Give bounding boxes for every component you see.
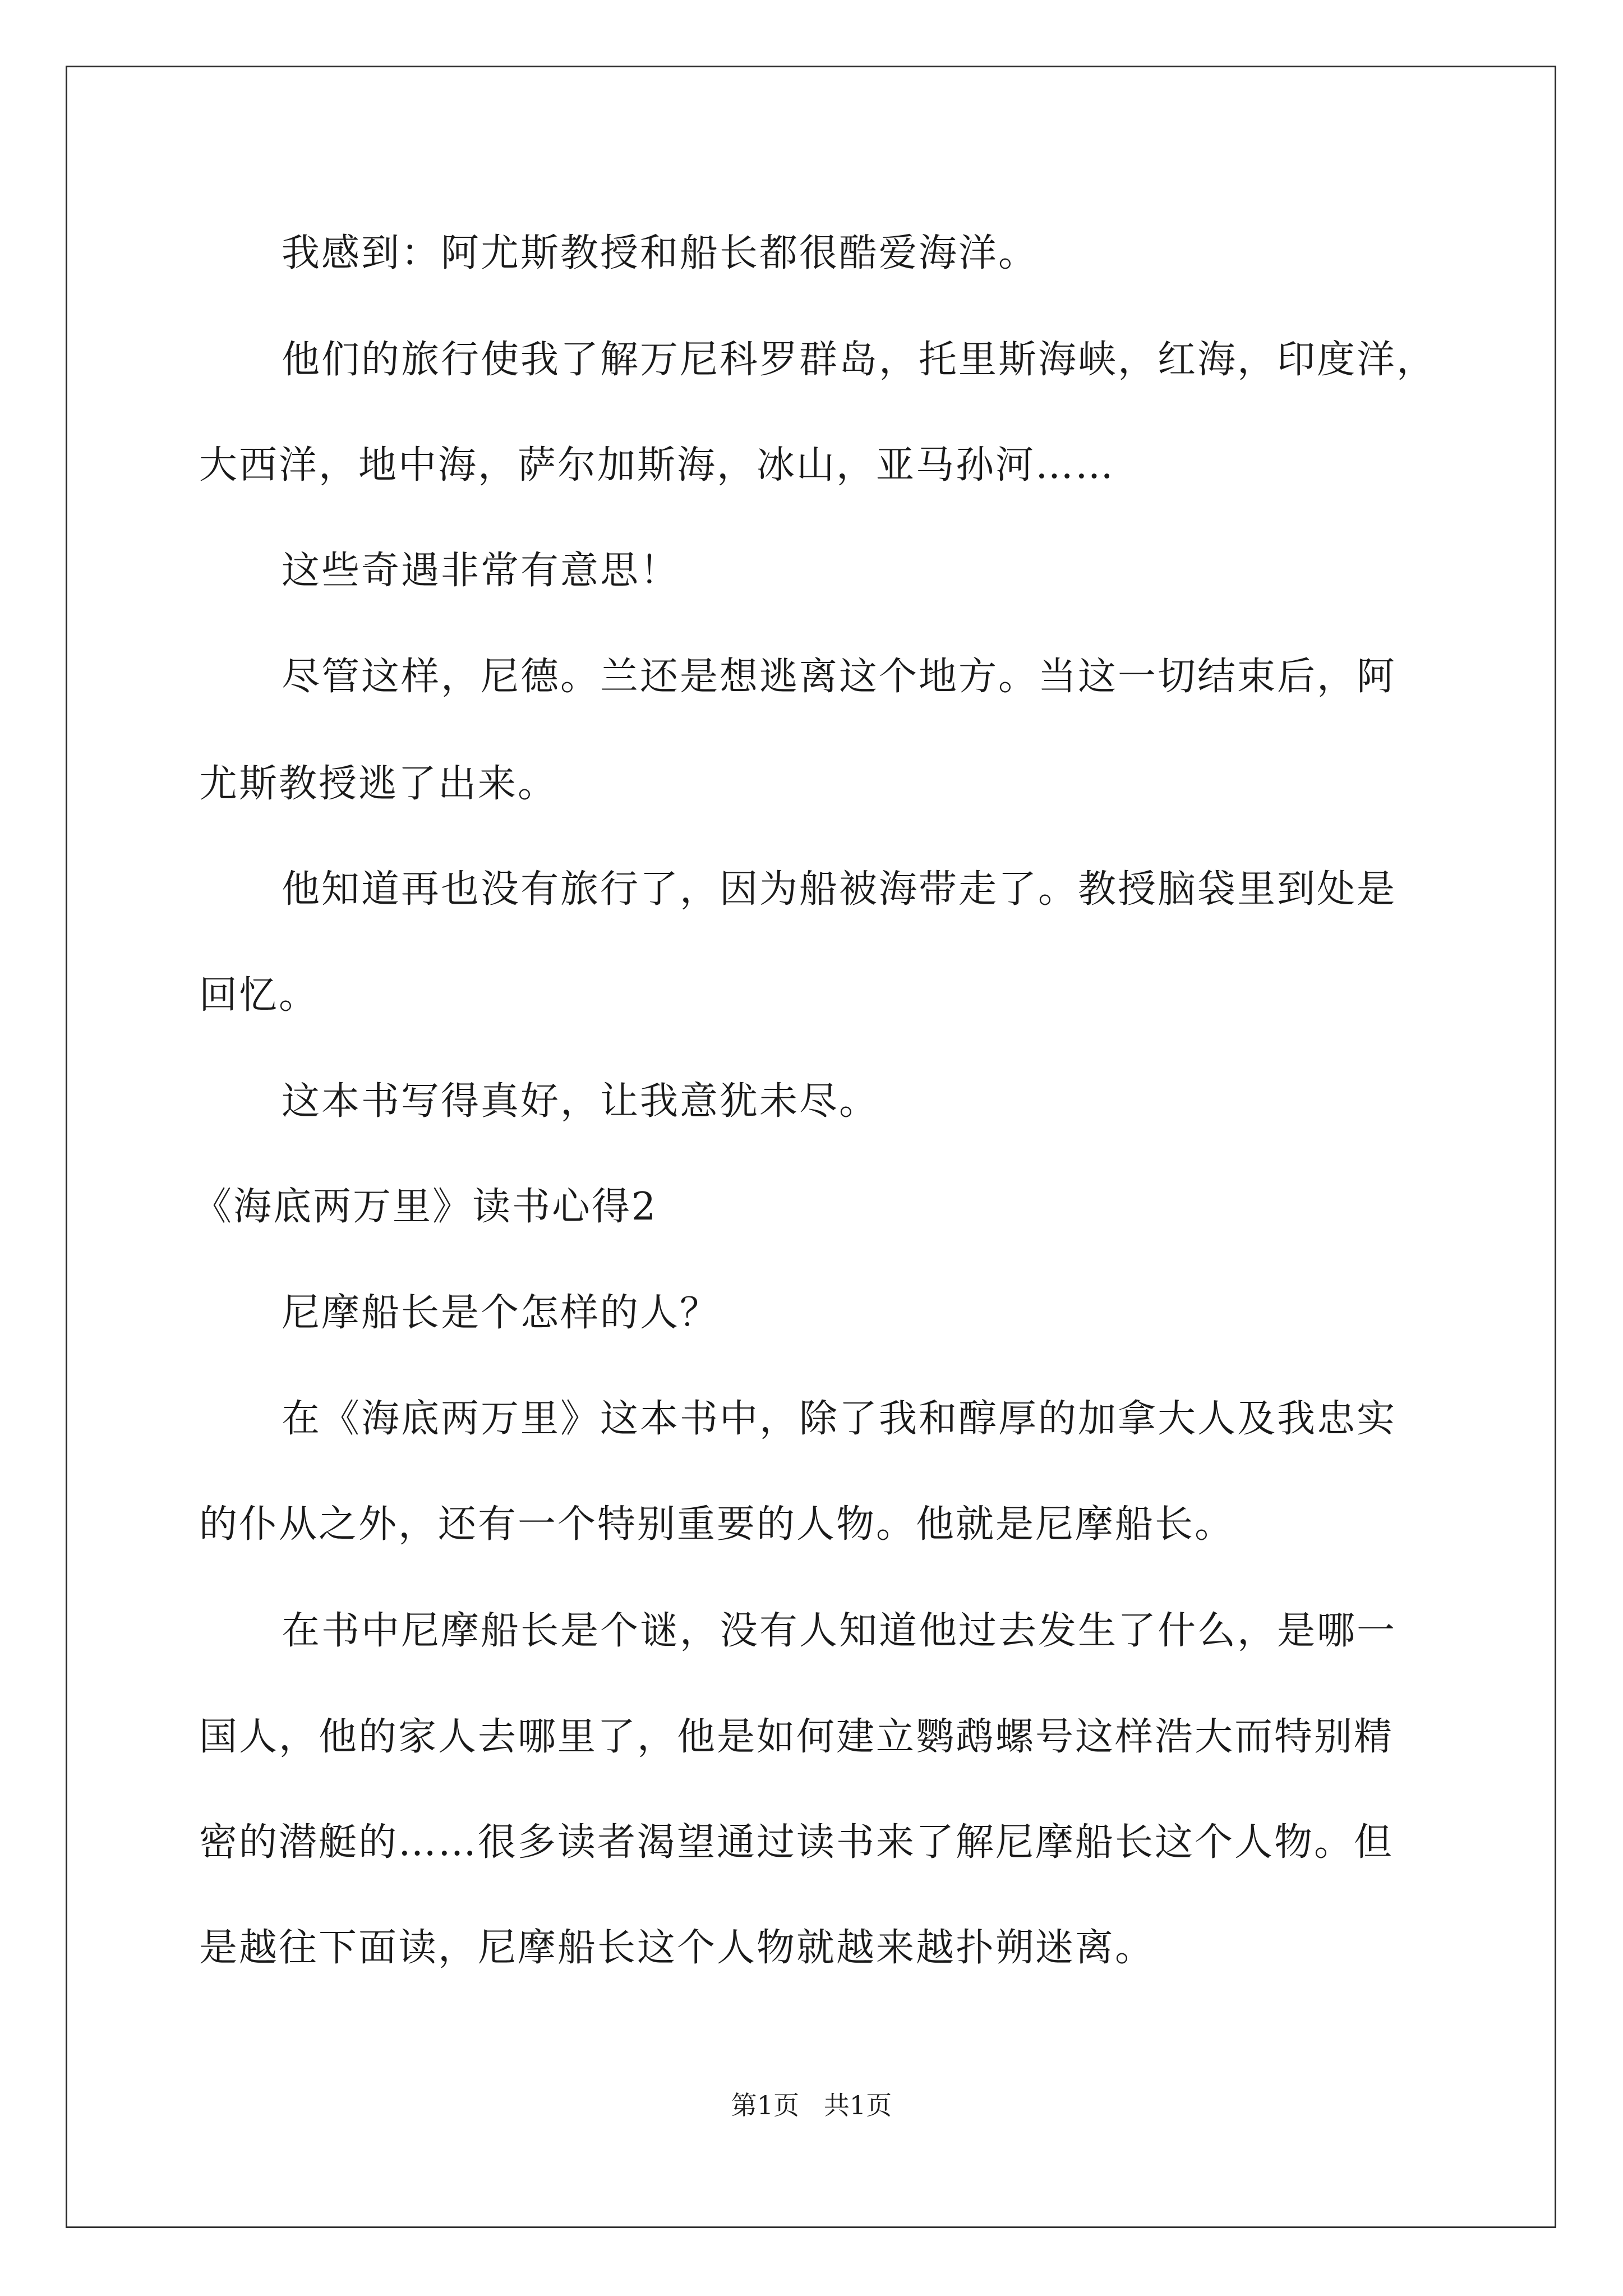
paragraph-line: 尤斯教授逃了出来。 — [199, 762, 558, 806]
paragraph-line: 回忆。 — [199, 973, 319, 1018]
paragraph-line: 密的潜艇的……很多读者渴望通过读书来了解尼摩船长这个人物。但 — [199, 1820, 1394, 1865]
paragraph-line: 是越往下面读，尼摩船长这个人物就越来越扑朔迷离。 — [199, 1926, 1155, 1970]
paragraph-line: 尼摩船长是个怎样的人？ — [282, 1291, 720, 1335]
page-border — [66, 66, 1556, 2228]
paragraph-line: 大西洋，地中海，萨尔加斯海，冰山，亚马孙河…… — [199, 443, 1115, 487]
paragraph-line: 在《海底两万里》这本书中，除了我和醇厚的加拿大人及我忠实 — [282, 1397, 1397, 1441]
paragraph-line: 这些奇遇非常有意思！ — [282, 549, 680, 593]
paragraph-line: 这本书写得真好，让我意犹未尽。 — [282, 1079, 879, 1124]
section-title: 《海底两万里》读书心得2 — [193, 1185, 658, 1229]
paragraph-line: 我感到：阿尤斯教授和船长都很酷爱海洋。 — [282, 231, 1039, 275]
paragraph-line: 他知道再也没有旅行了，因为船被海带走了。教授脑袋里到处是 — [282, 867, 1397, 912]
paragraph-line: 他们的旅行使我了解万尼科罗群岛，托里斯海峡，红海，印度洋， — [282, 338, 1437, 382]
paragraph-line: 国人，他的家人去哪里了，他是如何建立鹦鹉螺号这样浩大而特别精 — [199, 1715, 1394, 1759]
paragraph-line: 在书中尼摩船长是个谜，没有人知道他过去发生了什么，是哪一 — [282, 1609, 1397, 1653]
page-number-footer: 第1页 共1页 — [731, 2090, 892, 2120]
paragraph-line: 的仆从之外，还有一个特别重要的人物。他就是尼摩船长。 — [199, 1502, 1235, 1547]
paragraph-line: 尽管这样，尼德。兰还是想逃离这个地方。当这一切结束后，阿 — [282, 655, 1397, 699]
